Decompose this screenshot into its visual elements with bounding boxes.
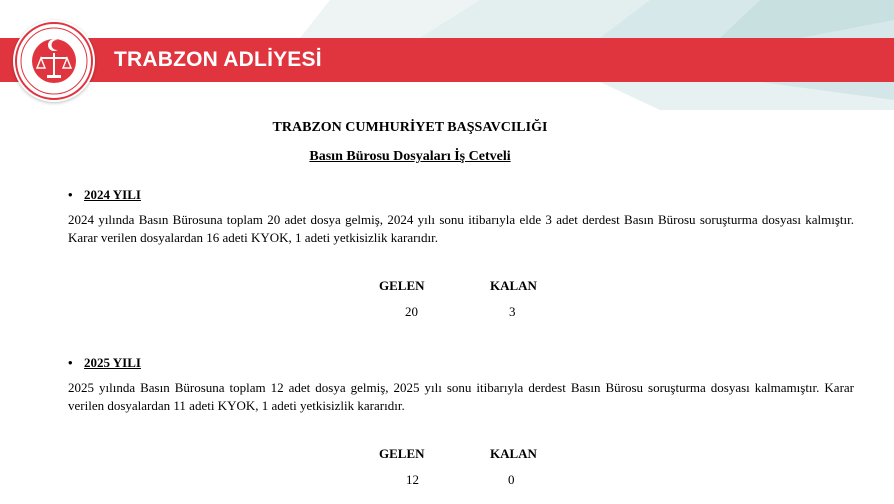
table-header-kalan: KALAN — [490, 446, 537, 461]
document-subtitle: Basın Bürosu Dosyaları İş Cetveli — [309, 149, 511, 164]
table-value-gelen: 12 — [406, 472, 419, 487]
table-value-gelen: 20 — [405, 304, 418, 319]
section-year-heading — [68, 355, 141, 371]
document-title: TRABZON CUMHURİYET BAŞSAVCILIĞI — [272, 120, 548, 135]
banner-title: TRABZON ADLİYESİ — [114, 48, 322, 71]
table-value-kalan: 0 — [508, 472, 515, 487]
table-header-gelen: GELEN — [379, 278, 425, 293]
section-paragraph: 2025 yılında Basın Bürosuna toplam 12 adet dosya gelmiş, 2025 yılı sonu itibarıyla derdest Basın Bürosu soruşturma dosyası kalmamıştır. Karar verilen dosyalardan 11 adeti KYOK, 1 adeti yetkisizlik kararıdır. — [68, 380, 854, 413]
table-header-gelen: GELEN — [379, 446, 425, 461]
table-header-kalan: KALAN — [490, 278, 537, 293]
section-paragraph: 2024 yılında Basın Bürosuna toplam 20 adet dosya gelmiş, 2024 yılı sonu itibarıyla elde 3 adet derdest Basın Bürosu soruşturma dosyası kalmıştır. Karar verilen dosyalardan 16 adeti KYOK, 1 adeti yetkisizlik kararıdır. — [68, 212, 854, 245]
bullet-icon: • — [68, 187, 73, 202]
section-year-heading — [68, 187, 141, 203]
year-label: 2024 YILI — [84, 187, 141, 202]
justice-seal-logo — [13, 20, 95, 102]
bullet-icon: • — [68, 355, 73, 370]
table-value-kalan: 3 — [509, 304, 516, 319]
year-label: 2025 YILI — [84, 355, 141, 370]
